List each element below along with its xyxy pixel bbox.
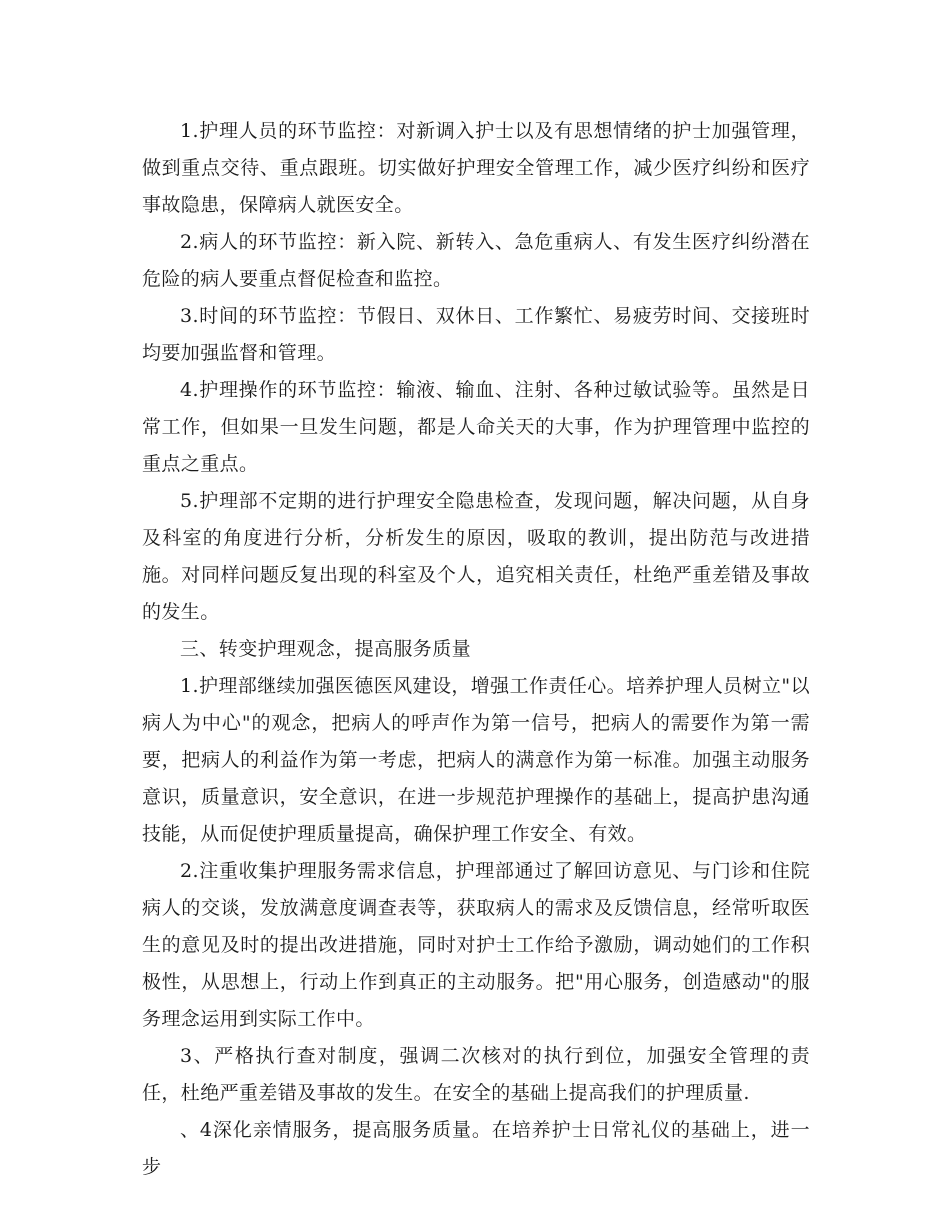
paragraph-time-monitoring: 3.时间的环节监控：节假日、双休日、工作繁忙、易疲劳时间、交接班时均要加强监督和管理。 — [142, 305, 810, 364]
paragraph-safety-inspection: 5.护理部不定期的进行护理安全隐患检查，发现问题，解决问题，从自身及科室的角度进行分析，分析发生的原因，吸取的教训，提出防范与改进措施。对同样问题反复出现的科室及个人，追究相关责任，杜绝严重差错及事故的发生。 — [142, 490, 810, 623]
paragraph-verification-system: 3、严格执行查对制度，强调二次核对的执行到位，加强安全管理的责任，杜绝严重差错及事故的发生。在安全的基础上提高我们的护理质量. — [142, 1045, 810, 1104]
paragraph-family-service: 、4深化亲情服务，提高服务质量。在培养护士日常礼仪的基础上，进一步 — [142, 1119, 810, 1178]
paragraph-ethics-building: 1.护理部继续加强医德医风建设，增强工作责任心。培养护理人员树立"以病人为中心"的观念，把病人的呼声作为第一信号，把病人的需要作为第一需要，把病人的利益作为第一考虑，把病人的满意作为第一标准。加强主动服务意识，质量意识，安全意识，在进一步规范护理操作的基础上，提高护患沟通技能，从而促使护理质量提高，确保护理工作安全、有效。 — [142, 675, 810, 845]
paragraph-demand-collection: 2.注重收集护理服务需求信息，护理部通过了解回访意见、与门诊和住院病人的交谈，发放满意度调查表等，获取病人的需求及反馈信息，经常听取医生的意见及时的提出改进措施，同时对护士工作给予激励，调动她们的工作积极性，从思想上，行动上作到真正的主动服务。把"用心服务，创造感动"的服务理念运用到实际工作中。 — [142, 860, 810, 1030]
paragraph-operation-monitoring: 4.护理操作的环节监控：输液、输血、注射、各种过敏试验等。虽然是日常工作，但如果一旦发生问题，都是人命关天的大事，作为护理管理中监控的重点之重点。 — [142, 379, 810, 475]
section-heading-service-quality: 三、转变护理观念，提高服务质量 — [180, 638, 472, 660]
paragraph-patient-monitoring: 2.病人的环节监控：新入院、新转入、急危重病人、有发生医疗纠纷潜在危险的病人要重点督促检查和监控。 — [142, 231, 810, 290]
document-body — [142, 113, 810, 1186]
paragraph-nurse-monitoring: 1.护理人员的环节监控：对新调入护士以及有思想情绪的护士加强管理，做到重点交待、重点跟班。切实做好护理安全管理工作，减少医疗纠纷和医疗事故隐患，保障病人就医安全。 — [142, 120, 810, 216]
